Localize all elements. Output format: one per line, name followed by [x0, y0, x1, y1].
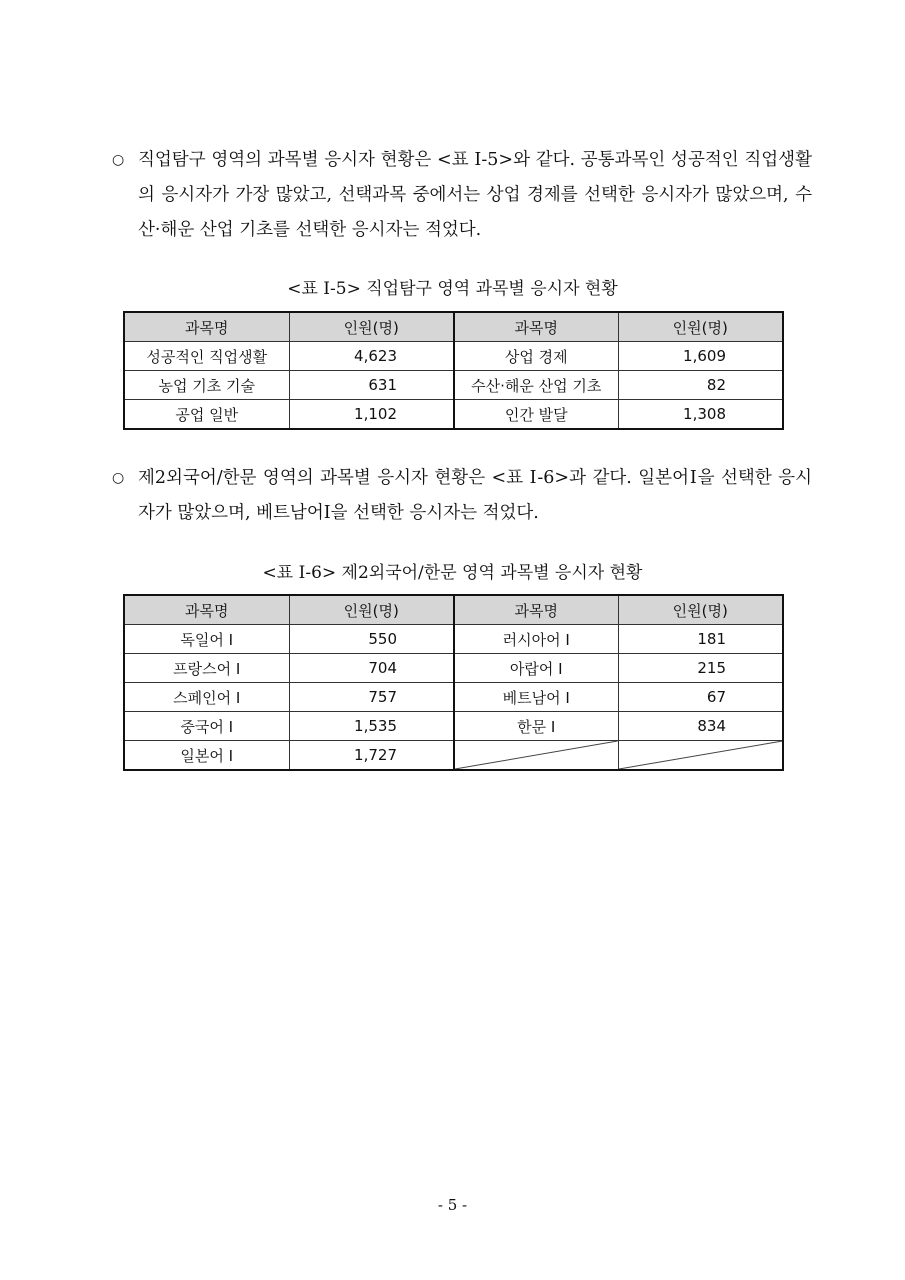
subject-name: 독일어 Ⅰ: [124, 625, 289, 654]
applicant-count: 1,102: [289, 400, 454, 430]
applicant-count: 1,609: [618, 342, 783, 371]
applicant-count: 67: [618, 683, 783, 712]
empty-cell-diagonal: [618, 741, 783, 771]
empty-cell-diagonal: [454, 741, 618, 771]
table-row: [124, 400, 783, 430]
applicant-count: 757: [289, 683, 454, 712]
column-header-count: 인원(명): [289, 595, 454, 625]
subject-name: 중국어 Ⅰ: [124, 712, 289, 741]
table-5-caption: <표 Ⅰ-5> 직업탐구 영역 과목별 응시자 현황: [287, 279, 618, 299]
paragraph-2-text: 제2외국어/한문 영역의 과목별 응시자 현황은 <표 Ⅰ-6>과 같다. 일본어Ⅰ을 선택한 응시자가 많았으며, 베트남어Ⅰ을 선택한 응시자는 적었다.: [138, 468, 812, 523]
applicant-count: 215: [618, 654, 783, 683]
table-5: [123, 311, 784, 430]
applicant-count: 181: [618, 625, 783, 654]
subject-name: 스페인어 Ⅰ: [124, 683, 289, 712]
applicant-count: 550: [289, 625, 454, 654]
subject-name: 농업 기초 기술: [124, 371, 289, 400]
subject-name: 공업 일반: [124, 400, 289, 430]
table-row: [124, 625, 783, 654]
applicant-count: 631: [289, 371, 454, 400]
column-header-subject: 과목명: [454, 595, 618, 625]
table-row: [124, 712, 783, 741]
subject-name: 인간 발달: [454, 400, 618, 430]
applicant-count: 1,727: [289, 741, 454, 771]
bullet-icon: ○: [112, 470, 125, 486]
table-row: [124, 741, 783, 771]
paragraph-1: [112, 143, 812, 248]
table-6-caption: <표 Ⅰ-6> 제2외국어/한문 영역 과목별 응시자 현황: [262, 563, 643, 583]
column-header-subject: 과목명: [124, 312, 289, 342]
diagonal-line-icon: [455, 741, 618, 769]
applicant-count: 82: [618, 371, 783, 400]
table-6: [123, 594, 784, 771]
subject-name: 상업 경제: [454, 342, 618, 371]
column-header-count: 인원(명): [618, 595, 783, 625]
paragraph-2: [112, 461, 812, 531]
subject-name: 성공적인 직업생활: [124, 342, 289, 371]
table-row: [124, 342, 783, 371]
subject-name: 러시아어 Ⅰ: [454, 625, 618, 654]
column-header-subject: 과목명: [124, 595, 289, 625]
column-header-count: 인원(명): [289, 312, 454, 342]
diagonal-line-icon: [619, 741, 783, 769]
column-header-subject: 과목명: [454, 312, 618, 342]
page-number: - 5 -: [437, 1196, 468, 1214]
table-header-row: [124, 312, 783, 342]
applicant-count: 1,308: [618, 400, 783, 430]
subject-name: 일본어 Ⅰ: [124, 741, 289, 771]
table-header-row: [124, 595, 783, 625]
subject-name: 베트남어 Ⅰ: [454, 683, 618, 712]
paragraph-1-text: 직업탐구 영역의 과목별 응시자 현황은 <표 Ⅰ-5>와 같다. 공통과목인 성공적인 직업생활의 응시자가 가장 많았고, 선택과목 중에서는 상업 경제를 선택한 응시자가 많았으며, 수산·해운 산업 기초를 선택한 응시자는 적었다.: [138, 150, 812, 240]
table-row: [124, 371, 783, 400]
applicant-count: 4,623: [289, 342, 454, 371]
subject-name: 프랑스어 Ⅰ: [124, 654, 289, 683]
subject-name: 한문 Ⅰ: [454, 712, 618, 741]
column-header-count: 인원(명): [618, 312, 783, 342]
table-row: [124, 654, 783, 683]
table-row: [124, 683, 783, 712]
applicant-count: 1,535: [289, 712, 454, 741]
applicant-count: 704: [289, 654, 454, 683]
subject-name: 아랍어 Ⅰ: [454, 654, 618, 683]
applicant-count: 834: [618, 712, 783, 741]
bullet-icon: ○: [112, 152, 125, 168]
subject-name: 수산·해운 산업 기초: [454, 371, 618, 400]
